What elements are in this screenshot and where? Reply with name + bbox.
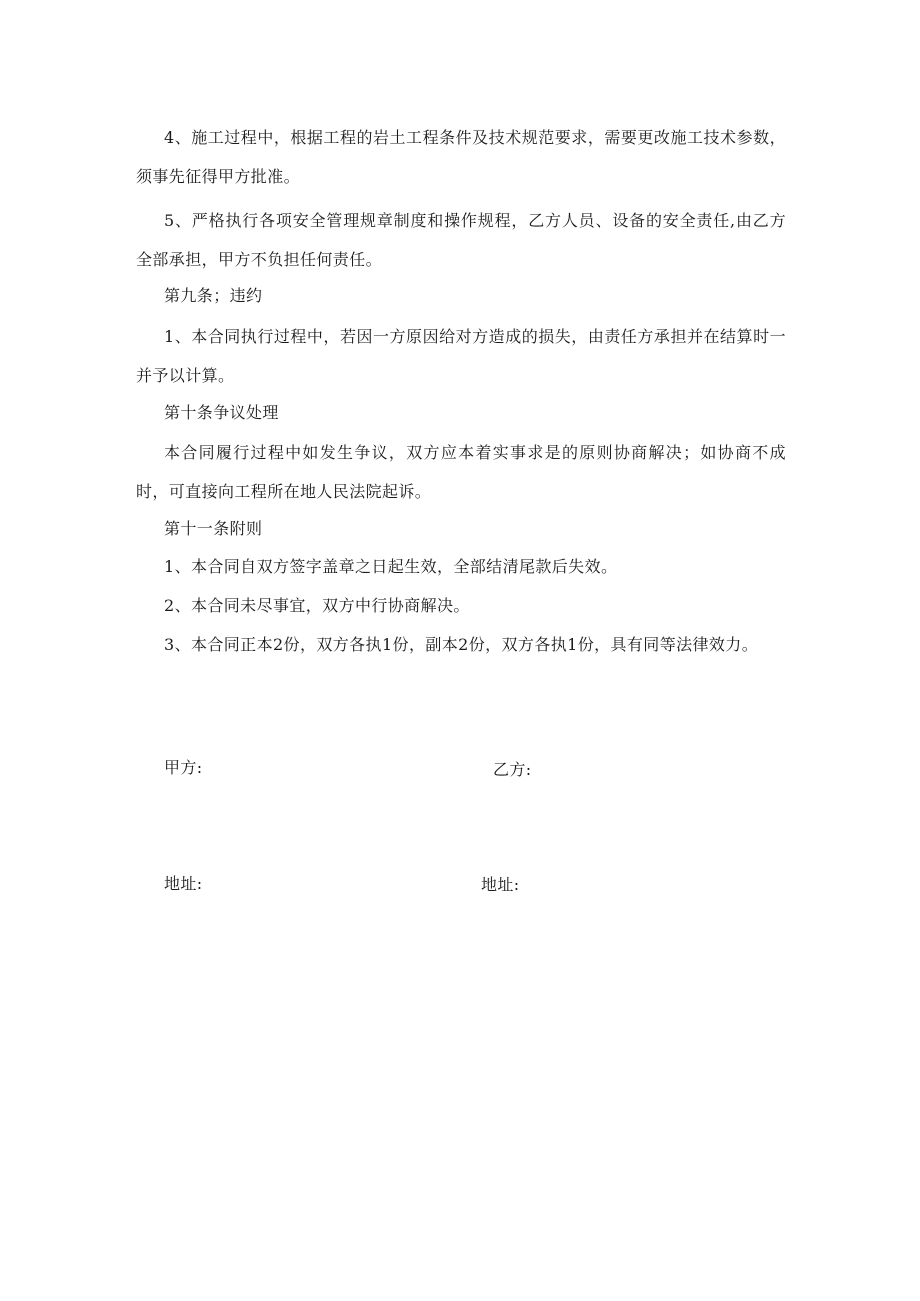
article-11-item-1: 1、本合同自双方签字盖章之日起生效，全部结清尾款后失效。 (164, 557, 618, 576)
article-10-title: 第十条争议处理 (164, 403, 279, 422)
article-11-item-2: 2、本合同未尽事宜，双方中行协商解决。 (164, 596, 470, 615)
article-9-item-1: 1、本合同执行过程中，若因一方原因给对方造成的损失，由责任方承担并在结算时一并予以计算。 (136, 327, 786, 385)
article-11-title: 第十一条附则 (164, 519, 263, 538)
article-11-item-3: 3、本合同正本2份，双方各执1份，副本2份，双方各执1份，具有同等法律效力。 (164, 635, 759, 654)
clause-item-4: 4、施工过程中，根据工程的岩土工程条件及技术规范要求，需要更改施工技术参数，须事先征得甲方批准。 (136, 128, 786, 186)
party-a-label: 甲方: (164, 758, 203, 777)
article-10-text: 本合同履行过程中如发生争议，双方应本着实事求是的原则协商解决；如协商不成时，可直接向工程所在地人民法院起诉。 (136, 443, 786, 501)
address-a-label: 地址: (164, 874, 203, 893)
article-9-title: 第九条；违约 (164, 286, 263, 305)
address-b-label: 地址: (481, 875, 520, 894)
party-b-label: 乙方: (493, 760, 532, 779)
clause-item-5: 5、严格执行各项安全管理规章制度和操作规程，乙方人员、设备的安全责任,由乙方全部承担，甲方不负担任何责任。 (136, 211, 786, 269)
